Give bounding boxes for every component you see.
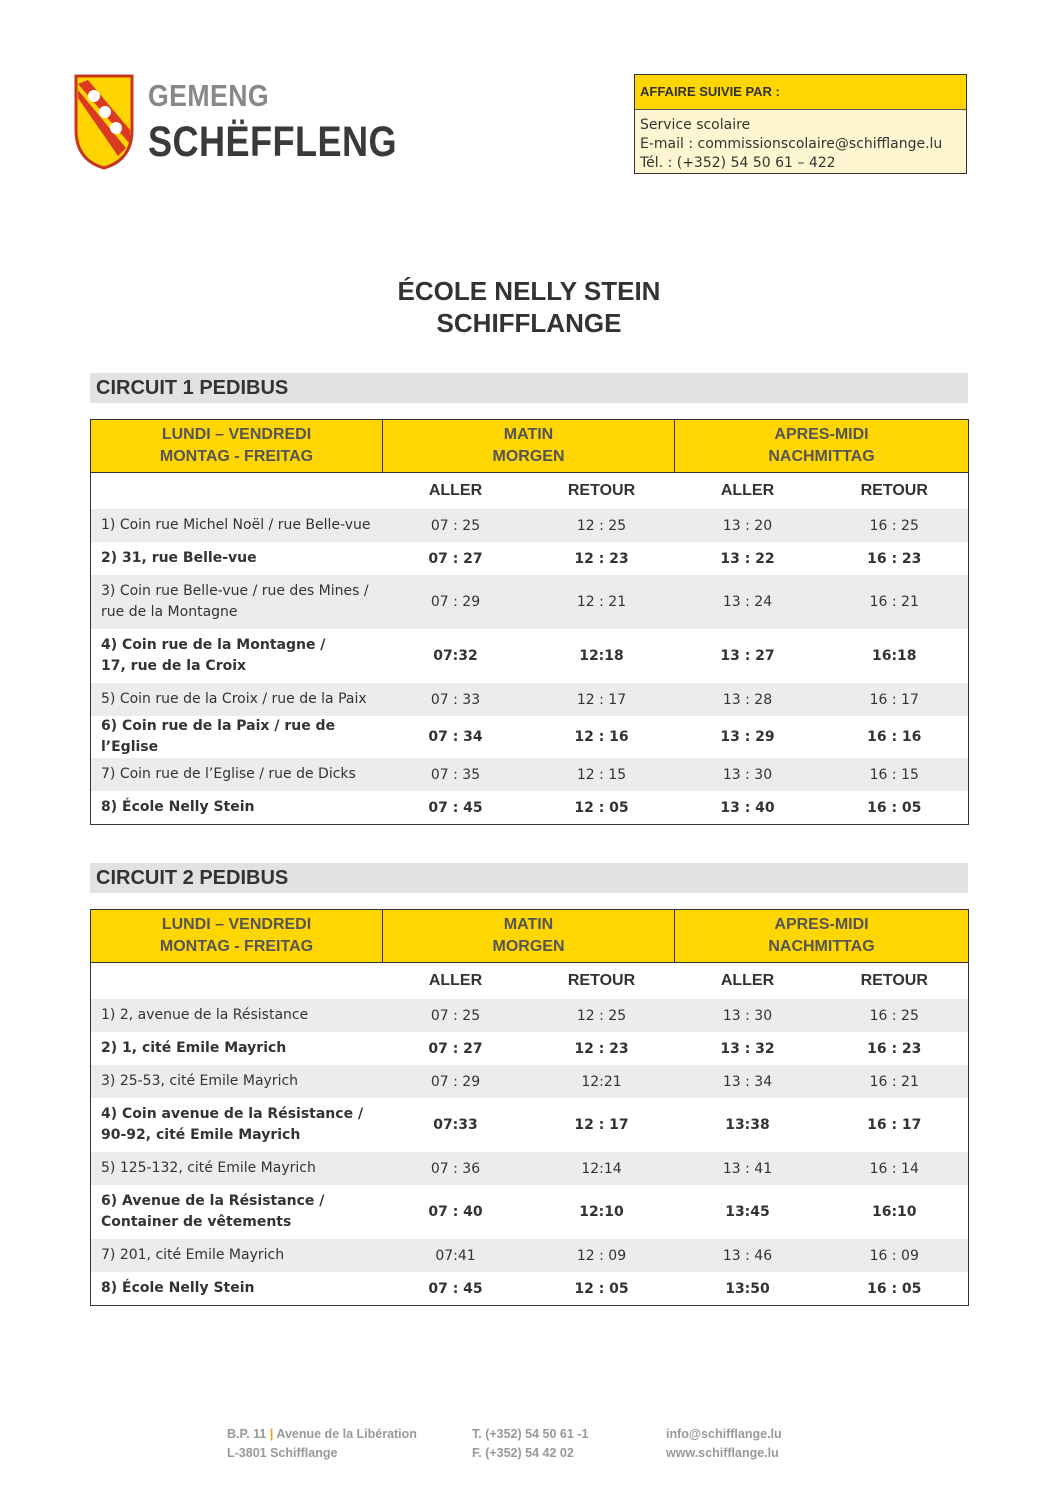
days-header-de: MONTAG - FREITAG	[159, 448, 314, 465]
contact-box-title: AFFAIRE SUIVIE PAR :	[635, 75, 966, 110]
aller-label: ALLER	[720, 972, 775, 989]
days-header-fr: LUNDI – VENDREDI	[161, 426, 312, 443]
apres-header-fr: APRES-MIDI	[774, 916, 869, 933]
time-cell: 16 : 23	[867, 550, 922, 567]
time-cell: 07 : 25	[383, 999, 529, 1032]
table-header-row	[91, 420, 969, 473]
days-header-fr: LUNDI – VENDREDI	[161, 916, 312, 933]
contact-service: Service scolaire	[640, 117, 751, 133]
time-cell: 07 : 45	[428, 799, 483, 816]
time-cell: 12 : 25	[529, 999, 675, 1032]
time-cell: 16 : 17	[867, 1117, 922, 1133]
table-row	[91, 1152, 969, 1185]
retour-label: RETOUR	[567, 972, 636, 989]
table-row	[91, 791, 969, 825]
stop-name: 5) Coin rue de la Croix / rue de la Paix	[91, 683, 383, 716]
time-cell: 13 : 22	[720, 550, 775, 567]
retour-label: RETOUR	[860, 972, 928, 989]
time-cell: 13 : 46	[675, 1239, 821, 1272]
time-cell: 13 : 40	[720, 799, 775, 816]
time-cell: 07 : 25	[383, 509, 529, 542]
table-row	[91, 509, 969, 542]
time-cell: 12 : 21	[529, 575, 675, 629]
time-cell: 12 : 05	[574, 799, 629, 816]
time-cell: 07 : 27	[428, 550, 483, 567]
table-row	[91, 629, 969, 683]
table-row	[91, 575, 969, 629]
apres-header-de: NACHMITTAG	[768, 938, 875, 955]
time-cell: 12:18	[579, 648, 624, 664]
stop-name: 3) 25-53, cité Emile Mayrich	[91, 1065, 383, 1098]
footer-tel: T. (+352) 54 50 61 -1	[472, 1427, 589, 1441]
time-cell: 13:45	[725, 1204, 770, 1220]
days-header-de: MONTAG - FREITAG	[159, 938, 314, 955]
footer-address	[227, 1425, 417, 1463]
table-row	[91, 1098, 969, 1152]
page-subtitle: SCHIFFLANGE	[436, 308, 622, 338]
logo-gemeng: GEMENG	[148, 78, 270, 113]
table-row	[91, 1272, 969, 1306]
aller-label: ALLER	[428, 972, 483, 989]
table-row	[91, 758, 969, 791]
apres-header-de: NACHMITTAG	[768, 448, 875, 465]
direction-row	[91, 473, 969, 510]
retour-label: RETOUR	[860, 482, 928, 499]
apres-midi-header	[675, 420, 969, 473]
empty-cell	[91, 473, 383, 510]
time-cell: 12 : 23	[574, 550, 629, 567]
time-cell: 13 : 27	[720, 648, 775, 664]
time-cell: 12 : 05	[574, 1280, 629, 1297]
time-cell: 16 : 15	[821, 758, 969, 791]
time-cell: 16 : 25	[821, 509, 969, 542]
time-cell: 16:10	[871, 1204, 917, 1220]
footer-website[interactable]: www.schifflange.lu	[666, 1446, 779, 1460]
footer-web	[666, 1425, 782, 1463]
time-cell: 16 : 25	[821, 999, 969, 1032]
contact-email[interactable]: E-mail : commissionscolaire@schifflange.lu	[640, 136, 943, 152]
time-cell: 12 : 17	[574, 1117, 629, 1133]
time-cell: 13 : 32	[720, 1040, 775, 1057]
stop-name: 5) 125-132, cité Emile Mayrich	[91, 1152, 383, 1185]
stop-name: 8) École Nelly Stein	[101, 799, 255, 815]
stop-name: 2) 1, cité Emile Mayrich	[101, 1040, 287, 1056]
time-cell: 07 : 35	[383, 758, 529, 791]
time-cell: 16 : 16	[867, 729, 922, 745]
time-cell: 13:38	[725, 1117, 770, 1133]
footer-city: L-3801 Schifflange	[227, 1446, 338, 1460]
time-cell: 07 : 29	[383, 575, 529, 629]
contact-box	[634, 74, 967, 174]
table-row	[91, 716, 969, 758]
commune-logo	[74, 74, 398, 174]
table-header-row	[91, 910, 969, 963]
stop-name: 7) Coin rue de l’Eglise / rue de Dicks	[91, 758, 383, 791]
time-cell: 13:50	[725, 1280, 770, 1297]
matin-header	[383, 910, 675, 963]
table-row	[91, 542, 969, 575]
time-cell: 16 : 23	[867, 1040, 922, 1057]
time-cell: 12 : 17	[529, 683, 675, 716]
stop-name: 7) 201, cité Emile Mayrich	[91, 1239, 383, 1272]
time-cell: 07:41	[383, 1239, 529, 1272]
time-cell: 13 : 30	[675, 999, 821, 1032]
matin-header-fr: MATIN	[503, 916, 554, 933]
stop-name: 6) Avenue de la Résistance / Container de vêtements	[101, 1193, 325, 1230]
time-cell: 07 : 29	[383, 1065, 529, 1098]
matin-header-de: MORGEN	[492, 938, 565, 955]
footer-bp: B.P. 11	[227, 1427, 267, 1441]
time-cell: 16 : 21	[821, 575, 969, 629]
time-cell: 12 : 09	[529, 1239, 675, 1272]
time-cell: 16:18	[871, 648, 917, 664]
time-cell: 16 : 05	[867, 1280, 922, 1297]
time-cell: 13 : 20	[675, 509, 821, 542]
time-cell: 12:10	[579, 1204, 624, 1220]
days-header	[91, 910, 383, 963]
time-cell: 12 : 23	[574, 1040, 629, 1057]
stop-name: 3) Coin rue Belle-vue / rue des Mines / rue de la Montagne	[91, 575, 383, 629]
coat-of-arms-icon	[74, 74, 134, 170]
table-row	[91, 1239, 969, 1272]
time-cell: 07 : 40	[428, 1204, 483, 1220]
circuit-2-title: CIRCUIT 2 PEDIBUS	[90, 863, 968, 893]
empty-cell	[91, 963, 383, 1000]
stop-name: 8) École Nelly Stein	[101, 1280, 255, 1296]
time-cell: 07:33	[433, 1117, 478, 1133]
time-cell: 13 : 41	[675, 1152, 821, 1185]
circuit-1-title: CIRCUIT 1 PEDIBUS	[90, 373, 968, 403]
stop-name: 2) 31, rue Belle-vue	[101, 550, 257, 566]
aller-label: ALLER	[428, 482, 483, 499]
time-cell: 12 : 16	[574, 729, 629, 745]
time-cell: 16 : 14	[821, 1152, 969, 1185]
time-cell: 16 : 17	[821, 683, 969, 716]
table-row	[91, 1065, 969, 1098]
matin-header-de: MORGEN	[492, 448, 565, 465]
time-cell: 07 : 45	[428, 1280, 483, 1297]
footer-phones	[472, 1425, 588, 1463]
time-cell: 13 : 34	[675, 1065, 821, 1098]
circuit-2-table	[90, 909, 969, 1306]
table-row	[91, 1032, 969, 1065]
time-cell: 12 : 25	[529, 509, 675, 542]
retour-label: RETOUR	[567, 482, 636, 499]
footer-fax: F. (+352) 54 42 02	[472, 1446, 574, 1460]
aller-label: ALLER	[720, 482, 775, 499]
table-row	[91, 683, 969, 716]
time-cell: 12:14	[529, 1152, 675, 1185]
time-cell: 12 : 15	[529, 758, 675, 791]
stop-name: 4) Coin avenue de la Résistance / 90-92, cité Emile Mayrich	[101, 1106, 364, 1143]
stop-name: 4) Coin rue de la Montagne / 17, rue de la Croix	[101, 637, 326, 674]
contact-phone: Tél. : (+352) 54 50 61 – 422	[640, 155, 836, 171]
direction-row	[91, 963, 969, 1000]
page-title: ÉCOLE NELLY STEIN	[397, 276, 661, 306]
time-cell: 07 : 36	[383, 1152, 529, 1185]
time-cell: 07 : 27	[428, 1040, 483, 1057]
time-cell: 12:21	[529, 1065, 675, 1098]
time-cell: 07 : 34	[428, 729, 483, 745]
circuit-1-table	[90, 419, 969, 825]
time-cell: 13 : 29	[720, 729, 775, 745]
days-header	[91, 420, 383, 473]
time-cell: 13 : 24	[675, 575, 821, 629]
footer-street: Avenue de la Libération	[276, 1427, 417, 1441]
time-cell: 07:32	[433, 648, 478, 664]
matin-header	[383, 420, 675, 473]
stop-name: 6) Coin rue de la Paix / rue de l’Eglise	[101, 718, 336, 755]
footer-separator: |	[269, 1427, 274, 1441]
matin-header-fr: MATIN	[503, 426, 554, 443]
time-cell: 16 : 05	[867, 799, 922, 816]
table-row	[91, 1185, 969, 1239]
time-cell: 13 : 28	[675, 683, 821, 716]
table-row	[91, 999, 969, 1032]
stop-name: 1) 2, avenue de la Résistance	[91, 999, 383, 1032]
time-cell: 16 : 09	[821, 1239, 969, 1272]
stop-name: 1) Coin rue Michel Noël / rue Belle-vue	[91, 509, 383, 542]
apres-midi-header	[675, 910, 969, 963]
apres-header-fr: APRES-MIDI	[774, 426, 869, 443]
footer-email[interactable]: info@schifflange.lu	[666, 1427, 782, 1441]
time-cell: 16 : 21	[821, 1065, 969, 1098]
time-cell: 07 : 33	[383, 683, 529, 716]
time-cell: 13 : 30	[675, 758, 821, 791]
logo-schefflen: SCHËFFLENG	[148, 118, 398, 166]
